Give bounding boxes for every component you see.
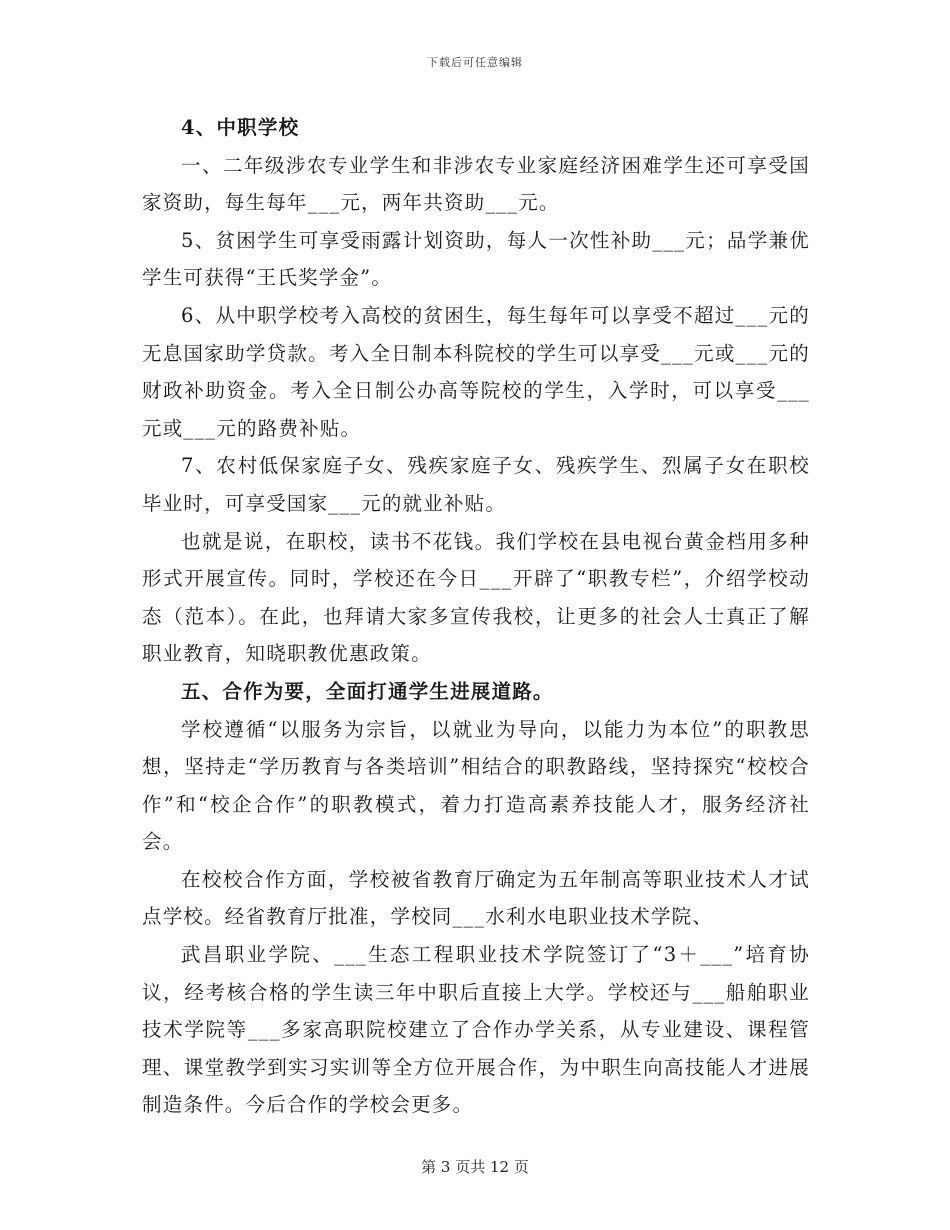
paragraph-rain-plan: 5、贫困学生可享受雨露计划资助，每人一次性补助___元；品学兼优学生可获得“王氏奖学金”。 — [142, 228, 810, 290]
paragraph-college-loans: 6、从中职学校考入高校的贫困生，每生每年可以享受不超过___元的无息国家助学贷款。考入全日制本科院校的学生可以享受___元或___元的财政补助资金。考入全日制公办高等院校的学生，入学时，可以享受___元或___元的路费补贴。 — [142, 303, 810, 440]
paragraph-school-philosophy: 学校遵循“以服务为宗旨，以就业为导向，以能力为本位”的职教思想，坚持走“学历教育与各类培训”相结合的职教路线，坚持探究“校校合作”和“校企合作”的职教模式，着力打造高素养技能人才，服务经济社会。 — [142, 717, 810, 854]
paragraph-national-aid: 一、二年级涉农专业学生和非涉农专业家庭经济困难学生还可享受国家资助，每生每年___元，两年共资助___元。 — [142, 153, 810, 215]
paragraph-publicity: 也就是说，在职校，读书不花钱。我们学校在县电视台黄金档用多种形式开展宣传。同时，学校还在今日___开辟了“职教专栏”，介绍学校动态（范本）。在此，也拜请大家多宣传我校，让更多的社会人士真正了解职业教育，知晓职教优惠政策。 — [142, 529, 810, 666]
page-footer: 第 3 页共 12 页 — [421, 1158, 529, 1176]
section-heading-cooperation: 五、合作为要，全面打通学生进展道路。 — [181, 679, 554, 703]
document-body — [142, 109, 810, 1124]
page-header: 下载后可任意编辑 — [427, 56, 523, 69]
section-heading-vocational-school: 4、中职学校 — [181, 116, 300, 139]
paragraph-partner-colleges: 武昌职业学院、___生态工程职业技术学院签订了“3＋___”培育协议，经考核合格的学生读三年中职后直接上大学。学校还与___船舶职业技术学院等___多家高职院校建立了合作办学关系，从专业建设、课程管理、课堂教学到实习实训等全方位开展合作，为中职生向高技能人才进展制造条件。今后合作的学校会更多。 — [142, 943, 810, 1117]
paragraph-school-cooperation: 在校校合作方面，学校被省教育厅确定为五年制高等职业技术人才试点学校。经省教育厅批准，学校同___水利水电职业技术学院、 — [142, 867, 810, 929]
paragraph-employment-subsidy: 7、农村低保家庭子女、残疾家庭子女、残疾学生、烈属子女在职校毕业时，可享受国家___元的就业补贴。 — [142, 454, 810, 515]
